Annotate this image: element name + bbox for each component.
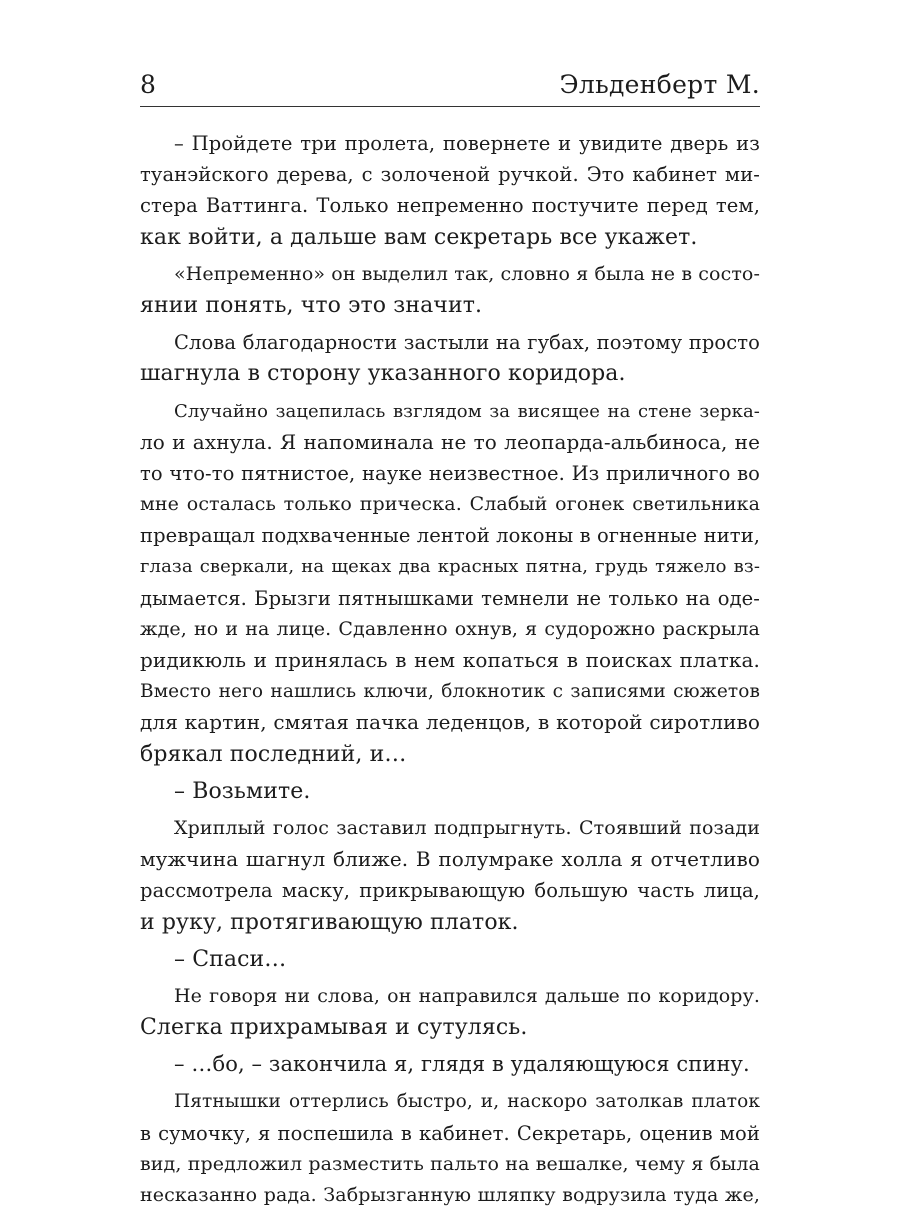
- text-line: Хриплый голос заставил подпрыгнуть. Стоявший позади: [174, 816, 760, 839]
- paragraph: [140, 128, 760, 253]
- text-line: – Возьмите.: [174, 778, 311, 804]
- text-line: Слегка прихрамывая и сутулясь.: [140, 1015, 528, 1041]
- text-line: янии понять, что это значит.: [140, 292, 483, 318]
- paragraph: [140, 813, 760, 938]
- text-line: как войти, а дальше вам секретарь все укажет.: [140, 224, 698, 250]
- text-line: глаза сверкали, на щеках два красных пятна, грудь тяжело вз-: [140, 556, 760, 578]
- text-line: дымается. Брызги пятнышками темнели не только на оде-: [140, 586, 760, 610]
- text-line: брякал последний, и…: [140, 741, 407, 767]
- text-line: вид, предложил разместить пальто на вешалке, чему я была: [140, 1152, 760, 1175]
- text-line: Случайно зацепилась взглядом за висящее на стене зерка-: [174, 400, 760, 422]
- paragraph: [140, 396, 760, 770]
- text-line: для картин, смятая пачка леденцов, в которой сиротливо: [140, 710, 760, 735]
- text-line: жде, но и на лице. Сдавленно охнув, я судорожно раскрыла: [140, 617, 760, 640]
- page-number: 8: [140, 70, 157, 99]
- text-line: то что-то пятнистое, науке неизвестное. Из приличного во: [140, 461, 760, 485]
- header-rule: [140, 106, 760, 107]
- text-line: стера Ваттинга. Только непременно постучите перед тем,: [140, 194, 760, 218]
- text-line: ридикюль и принялась в нем копаться в поисках платка.: [140, 648, 760, 672]
- text-line: мне осталась только прическа. Слабый огонек светильника: [140, 493, 760, 516]
- text-line: – …бо, – закончила я, глядя в удаляющуюся спину.: [174, 1052, 750, 1077]
- text-line: ло и ахнула. Я напоминала не то леопарда-альбиноса, не: [140, 429, 760, 454]
- paragraph: [140, 944, 760, 975]
- text-line: несказанно рада. Забрызганную шляпку водрузила туда же,: [140, 1184, 760, 1206]
- text-line: «Непременно» он выделил так, словно я была не в состо-: [174, 262, 760, 285]
- author-name: Эльденберт М.: [559, 70, 760, 99]
- running-header: [140, 64, 760, 104]
- text-line: шагнула в сторону указанного коридора.: [140, 361, 626, 387]
- text-line: – Спаси…: [174, 946, 287, 972]
- paragraph: [140, 1049, 760, 1080]
- text-line: и руку, протягивающую платок.: [140, 909, 519, 935]
- text-line: превращал подхваченные лентой локоны в огненные нити,: [140, 524, 761, 548]
- text-line: Не говоря ни слова, он направился дальше по коридору.: [174, 984, 760, 1007]
- text-line: Вместо него нашлись ключи, блокнотик с записями сюжетов: [140, 681, 760, 703]
- paragraph: [140, 327, 760, 389]
- paragraph: [140, 981, 760, 1043]
- text-line: мужчина шагнул ближе. В полумраке холла я отчетливо: [140, 847, 760, 872]
- text-line: Слова благодарности застыли на губах, поэтому просто: [174, 331, 760, 355]
- paragraph: [140, 259, 760, 321]
- paragraph: [140, 776, 760, 807]
- text-line: рассмотрела маску, прикрывающую большую часть лица,: [140, 879, 760, 903]
- body-text: [140, 128, 760, 1211]
- text-line: в сумочку, я поспешила в кабинет. Секретарь, оценив мой: [140, 1121, 760, 1145]
- paragraph: [140, 1086, 760, 1211]
- text-line: Пятнышки оттерлись быстро, и, наскоро затолкав платок: [174, 1091, 760, 1113]
- text-line: туанэйского дерева, с золоченой ручкой. Это кабинет ми-: [140, 163, 760, 187]
- text-line: – Пройдете три пролета, повернете и увидите дверь из: [174, 132, 760, 155]
